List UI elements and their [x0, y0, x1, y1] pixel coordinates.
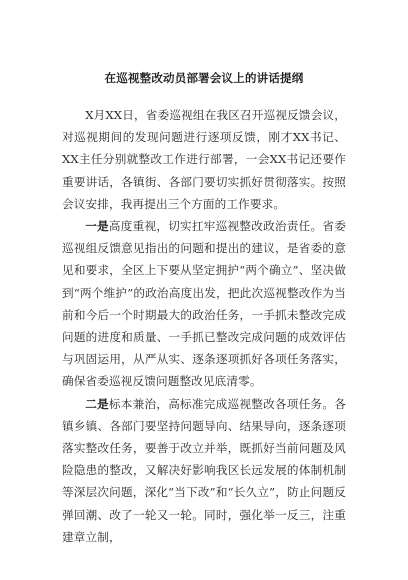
paragraph-point-two	[62, 393, 346, 548]
paragraph-lead: 二是	[85, 396, 109, 411]
paragraph-text: 高度重视，切实扛牢巡视整改政治责任。省委巡视组反馈意见指出的问题和提出的建议，是省委的意见和要求，全区上下要从坚定拥护“两个确立”、坚决做到“两个维护”的政治高度出发，把此次巡视整改作为当前和今后一个时期最大的政治任务，一手抓未整改完成问题的进度和质量、一手抓已整改完成问题的成效评估与巩固运用，从严从实、逐条逐项抓好各项任务落实，确保省委巡视反馈问题整改见底清零。	[62, 219, 346, 389]
paragraph-point-one	[62, 215, 346, 393]
document-title: 在巡视整改动员部署会议上的讲话提纲	[104, 71, 304, 85]
paragraph-text: X月XX日，省委巡视组在我区召开巡视反馈会议，对巡视期间的发现问题进行逐项反馈，刚才XX书记、XX主任分别就整改工作进行部署，一会XX书记还要作重要讲话，各镇街、各部门要切实抓好贯彻落实。按照会议安排，我再提出三个方面的工作要求。	[62, 108, 346, 211]
paragraph-lead: 一是	[85, 219, 109, 234]
paragraph-text: 标本兼治，高标准完成巡视整改各项任务。各镇乡镇、各部门要坚持问题导向、结果导向，逐条逐项落实整改任务，要善于改立并举，既抓好当前问题及风险隐患的整改，又解决好影响我区长远发展的体制机制等深层次问题，深化“当下改”和“长久立”，防止问题反弹回潮、改了一轮又一轮。同时，强化举一反三，注重建章立制，	[62, 396, 346, 544]
paragraph-intro	[62, 104, 346, 215]
